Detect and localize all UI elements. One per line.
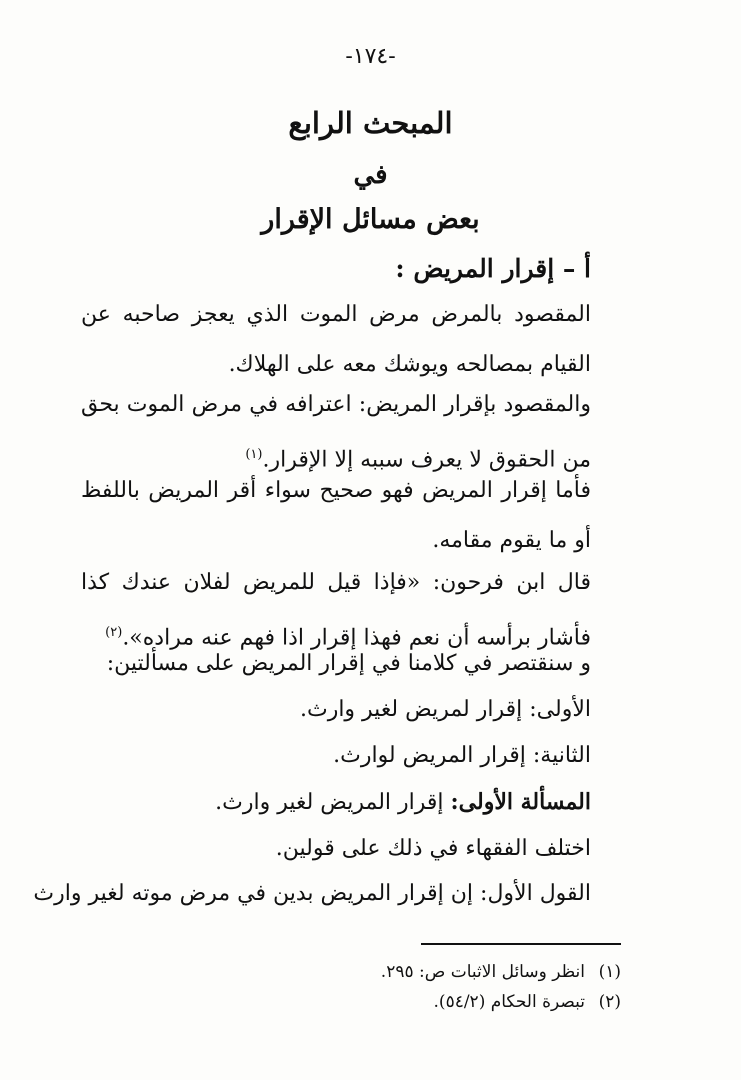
paragraph-validity — [81, 466, 591, 566]
opinion-line: القول الأول: إن إقرار المريض بدين في مرض موته لغير وارث — [33, 881, 591, 906]
page-number: -١٧٤- — [345, 44, 396, 69]
intro-line: و سنقتصر في كلامنا في إقرار المريض على مسألتين: — [106, 651, 591, 676]
section-title: أ – إقرار المريض : — [395, 254, 591, 283]
issue-heading — [215, 789, 591, 815]
paragraph-definition-illness — [81, 290, 591, 390]
dispute-line: اختلف الفقهاء في ذلك على قولين. — [275, 836, 591, 861]
footnote-number: (١) — [598, 962, 621, 982]
footnote-text: تبصرة الحكام (٥٤/٢). — [433, 992, 585, 1012]
list-item-second: الثانية: إقرار المريض لوارث. — [333, 743, 591, 768]
footnote-divider — [421, 943, 621, 945]
footnote-ref: (١) — [245, 447, 263, 462]
footnote-number: (٢) — [598, 992, 621, 1012]
list-item-first: الأولى: إقرار لمريض لغير وارث. — [299, 697, 591, 722]
footnote-text: انظر وسائل الاثبات ص: ٢٩٥. — [380, 962, 585, 982]
issue-label: المسألة الأولى: — [450, 789, 591, 815]
paragraph-quote — [81, 558, 591, 663]
chapter-subtitle: بعض مسائل الإقرار — [261, 204, 480, 235]
chapter-title: المبحث الرابع — [288, 106, 453, 140]
paragraph-text: المقصود بالمرض مرض الموت الذي يعجز صاحبه عن القيام بمصالحه ويوشك معه على الهلاك. — [81, 302, 591, 377]
paragraph-text: فأما إقرار المريض فهو صحيح سواء أقر المريض باللفظ أو ما يقوم مقامه. — [81, 478, 591, 553]
paragraph-text: والمقصود بإقرار المريض: اعترافه في مرض الموت بحق من الحقوق لا يعرف سببه إلا الإقرار. — [81, 392, 591, 473]
issue-text: إقرار المريض لغير وارث. — [215, 790, 451, 815]
chapter-title-connector: في — [353, 160, 388, 190]
footnote-item — [381, 962, 621, 982]
paragraph-text: قال ابن فرحون: «فإذا قيل للمريض لفلان عندك كذا فأشار برأسه أن نعم فهذا إقرار اذا فهم عنه مراده». — [81, 570, 591, 651]
footnote-ref: (٢) — [105, 625, 123, 640]
footnote-item — [434, 992, 621, 1012]
